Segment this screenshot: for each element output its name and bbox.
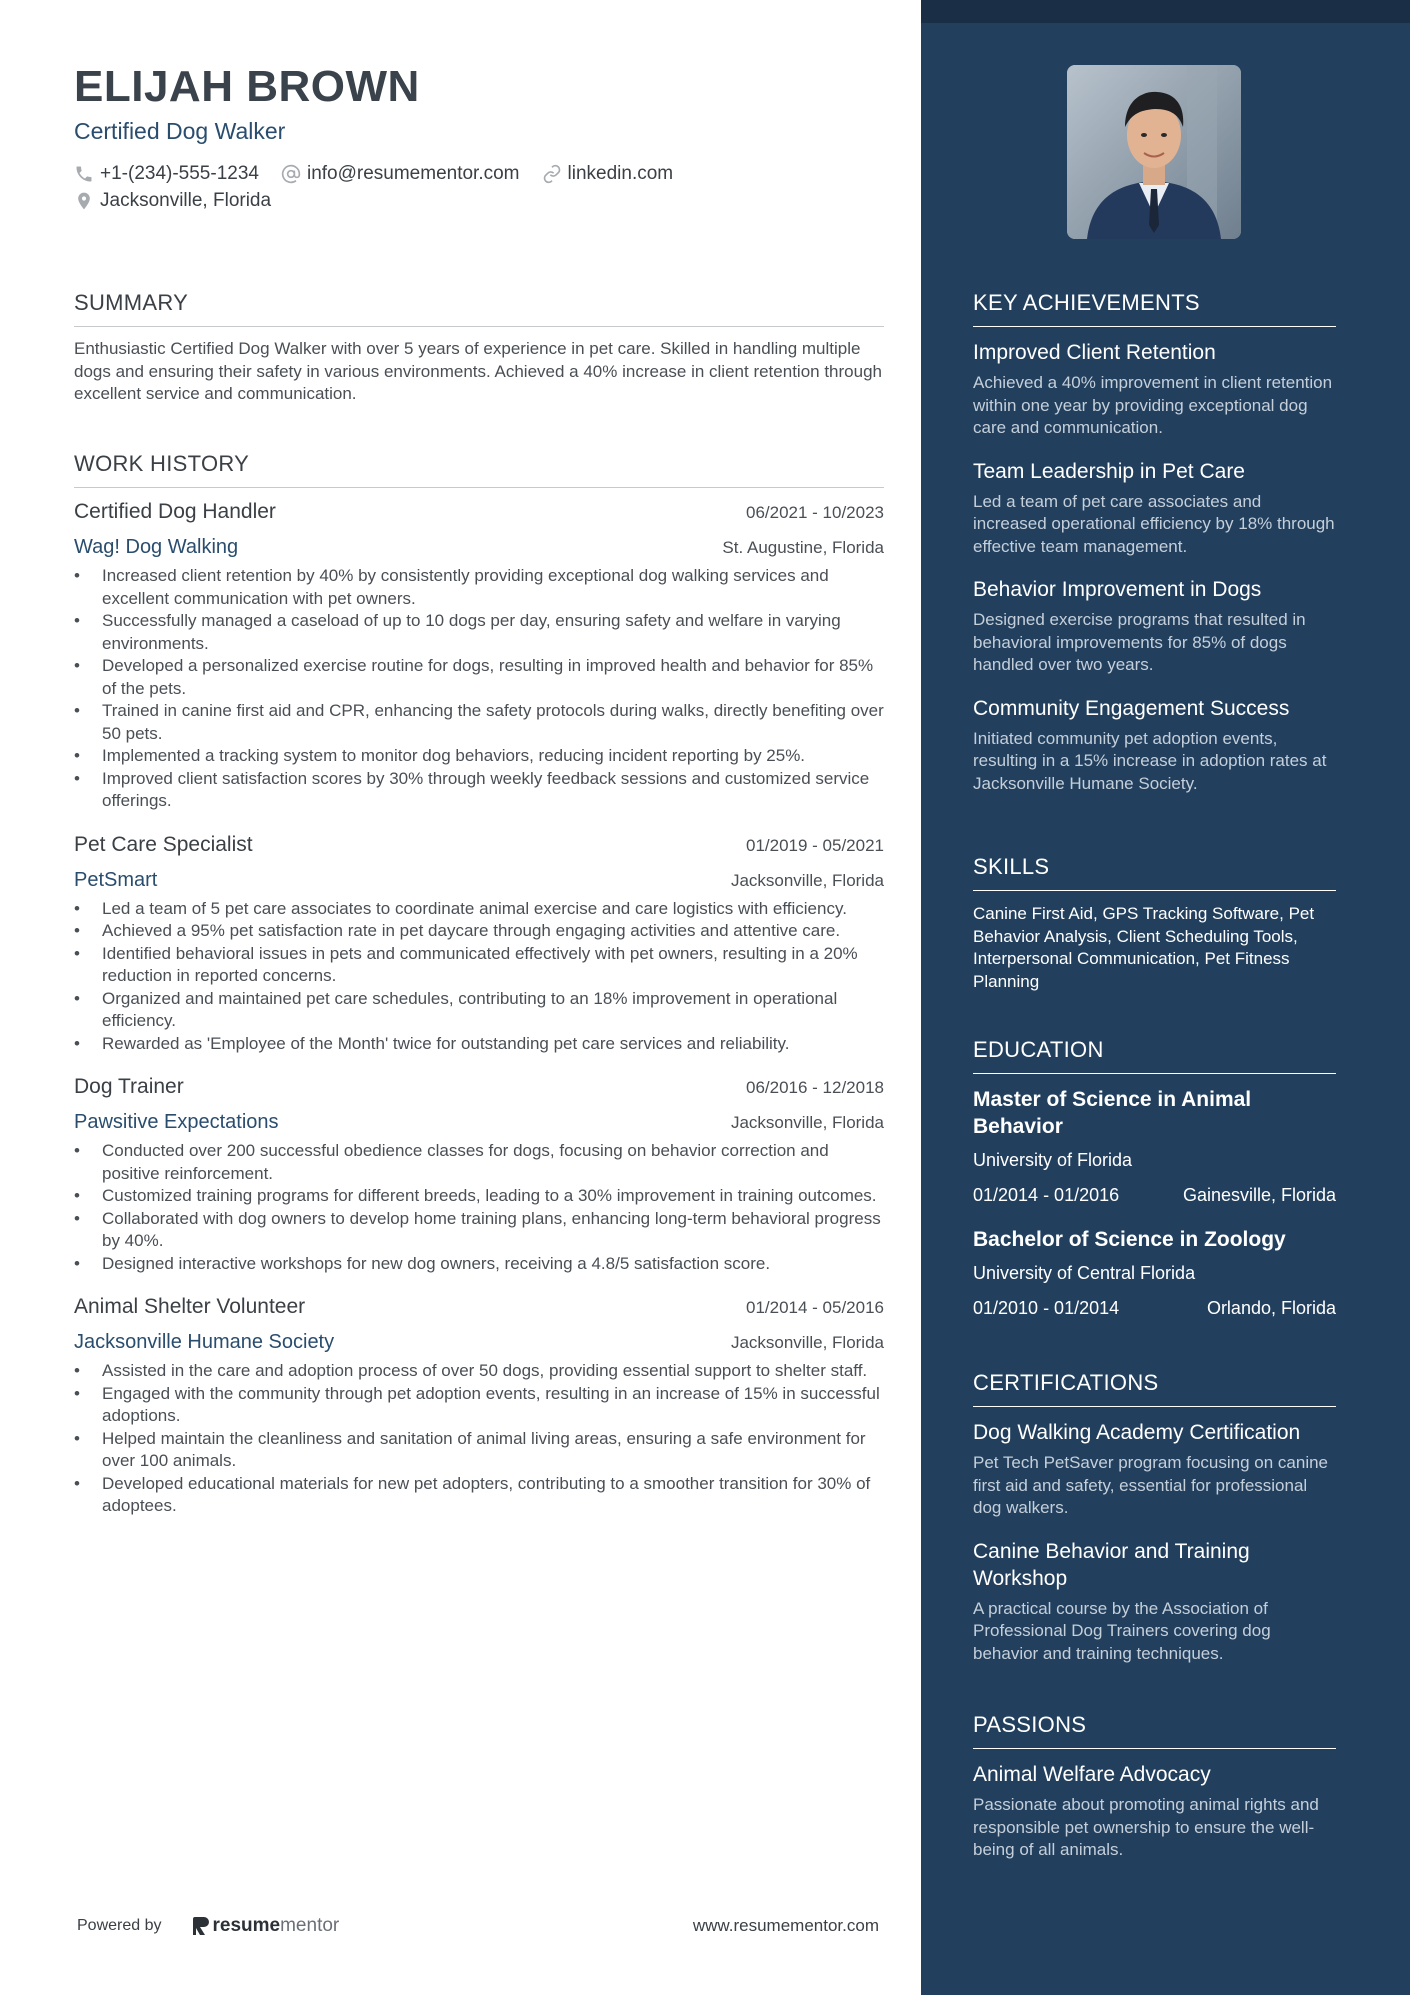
certification-desc: Pet Tech PetSaver program focusing on canine first aid and safety, essential for professional dog walkers. [973,1453,1329,1517]
job-bullet: • Identified behavioral issues in pets and communicated effectively with pet owners, resulting in a 20% reduction in reported concerns. [74,943,884,988]
job-bullet: • Successfully managed a caseload of up to 10 dogs per day, ensuring safety and welfare in varying environments. [74,610,884,655]
job-bullet: • Organized and maintained pet care schedules, contributing to an 18% improvement in operational efficiency. [74,988,884,1033]
email-text: info@resumementor.com [306,162,520,184]
education-location: Gainesville, Florida [1182,1185,1336,1205]
phone-text: +1-(234)-555-1234 [100,162,259,184]
job-entry [74,833,884,1056]
education-meta [973,1185,1336,1206]
job-subheader [74,869,884,892]
achievement-item [973,695,1336,796]
job-subheader [74,1331,884,1354]
job-bullet: • Conducted over 200 successful obedience classes for dogs, focusing on behavior correction and positive reinforcement. [74,1140,884,1185]
skills-section [973,854,1336,993]
contact-email[interactable] [281,163,520,185]
passion-item [973,1761,1336,1862]
job-bullet: • Increased client retention by 40% by consistently providing exceptional dog walking services and excellent communication with pet owners. [74,565,884,610]
brand-logo-icon [192,1916,210,1936]
job-header [74,833,884,857]
job-bullets [74,1360,884,1518]
job-bullet: • Implemented a tracking system to monitor dog behaviors, reducing incident reporting by 25%. [74,745,884,768]
footer [77,1915,879,1937]
passions-section [973,1712,1336,1862]
job-header [74,1295,884,1319]
sidebar [921,0,1410,1995]
certification-item [973,1538,1336,1666]
job-bullet: • Helped maintain the cleanliness and sanitation of animal living areas, ensuring a safe environment for over 100 animals. [74,1428,884,1473]
link-icon [542,164,562,184]
section-title: SKILLS [973,854,1336,891]
achievement-item [973,339,1336,440]
job-dates: 06/2016 - 12/2018 [745,1078,884,1097]
contact-location [74,190,271,212]
achievement-desc: Designed exercise programs that resulted in behavioral improvements for 85% of dogs handled over two years. [973,610,1306,674]
job-bullet: • Developed a personalized exercise routine for dogs, resulting in improved health and behavior for 85% of the pets. [74,655,884,700]
achievement-title: Community Engagement Success [973,696,1290,720]
achievement-item [973,458,1336,559]
achievement-desc: Achieved a 40% improvement in client retention within one year by providing exceptional dog care and communication. [973,373,1333,437]
sidebar-top-bar [921,0,1410,23]
job-entry [74,1295,884,1518]
job-subheader [74,1111,884,1134]
job-company: PetSmart [74,868,158,891]
candidate-name: ELIJAH BROWN [74,62,420,111]
job-title: Animal Shelter Volunteer [74,1295,306,1318]
job-location: Jacksonville, Florida [730,870,884,890]
profile-photo-portrait [1067,65,1241,239]
section-title: WORK HISTORY [74,451,884,488]
achievements-section [973,290,1336,795]
passion-title: Animal Welfare Advocacy [973,1763,1211,1786]
certifications-section [973,1370,1336,1665]
brand-name-light: mentor [280,1915,340,1936]
education-location: Orlando, Florida [1206,1298,1336,1318]
job-bullets [74,1140,884,1275]
education-degree: Bachelor of Science in Zoology [973,1228,1286,1251]
achievement-title: Team Leadership in Pet Care [973,459,1245,483]
contact-block [74,160,884,214]
at-sign-icon [281,164,301,184]
job-bullet: • Designed interactive workshops for new dog owners, receiving a 4.8/5 satisfaction score. [74,1253,884,1276]
contact-row [74,187,884,214]
work-history-section [74,451,884,1518]
powered-by-label: Powered by [77,1917,162,1934]
job-location: St. Augustine, Florida [722,538,884,557]
summary-section [74,290,884,406]
certification-title: Dog Walking Academy Certification [973,1421,1301,1444]
job-title: Certified Dog Handler [74,500,276,523]
job-dates: 01/2014 - 05/2016 [745,1298,884,1317]
education-school: University of Florida [973,1150,1133,1170]
achievement-title: Behavior Improvement in Dogs [973,578,1262,601]
job-location: Jacksonville, Florida [730,1113,884,1132]
education-meta [973,1298,1336,1319]
job-bullet: • Achieved a 95% pet satisfaction rate in pet daycare through engaging activities and attentive care. [74,920,884,943]
education-degree: Master of Science in Animal Behavior [973,1088,1252,1138]
job-entry [74,1075,884,1275]
section-title: KEY ACHIEVEMENTS [973,290,1336,327]
job-title: Pet Care Specialist [74,832,253,856]
linkedin-text: linkedin.com [567,162,674,184]
job-company: Pawsitive Expectations [74,1111,279,1133]
education-dates: 01/2010 - 01/2014 [973,1298,1120,1318]
job-bullet: • Assisted in the care and adoption process of over 50 dogs, providing essential support to shelter staff. [74,1360,884,1383]
location-text: Jacksonville, Florida [100,189,272,211]
map-pin-icon [74,191,94,211]
job-title: Dog Trainer [74,1075,184,1098]
job-subheader [74,536,884,559]
job-company: Wag! Dog Walking [74,536,239,558]
section-title: PASSIONS [973,1712,1336,1749]
job-bullet: • Improved client satisfaction scores by 30% through weekly feedback sessions and customized service offerings. [74,768,884,813]
achievement-item [973,576,1336,677]
job-location: Jacksonville, Florida [730,1333,884,1352]
job-bullets [74,898,884,1056]
job-dates: 01/2019 - 05/2021 [745,835,884,855]
certification-title: Canine Behavior and Training Workshop [973,1539,1250,1590]
job-bullet: • Engaged with the community through pet adoption events, resulting in an increase of 15% in successful adoptions. [74,1383,884,1428]
summary-text: Enthusiastic Certified Dog Walker with over 5 years of experience in pet care. Skilled in handling multiple dogs and ensuring their safety in various environments. Achieved a 40% increase in client retention through excellent service and communication. [74,339,882,403]
certification-item [973,1419,1336,1520]
phone-icon [74,164,94,184]
candidate-role: Certified Dog Walker [74,118,286,144]
passion-desc: Passionate about promoting animal rights and responsible pet ownership to ensure the well-being of all animals. [973,1795,1319,1859]
skills-text: Canine First Aid, GPS Tracking Software, Pet Behavior Analysis, Client Scheduling Tools, Interpersonal Communication, Pet Fitness Planning [973,904,1315,991]
certification-desc: A practical course by the Association of Professional Dog Trainers covering dog behavior and training techniques. [973,1598,1271,1663]
education-item [973,1226,1336,1319]
achievement-title: Improved Client Retention [973,341,1216,364]
contact-phone[interactable] [74,163,259,185]
brand-logo[interactable] [192,1915,340,1937]
job-dates: 06/2021 - 10/2023 [745,503,884,522]
education-section [973,1037,1336,1319]
footer-website[interactable]: www.resumementor.com [692,1916,879,1935]
powered-by [77,1915,339,1937]
contact-linkedin[interactable] [542,163,674,185]
education-item [973,1086,1336,1206]
job-header [74,1075,884,1099]
job-company: Jacksonville Humane Society [74,1331,335,1353]
achievement-desc: Led a team of pet care associates and increased operational efficiency by 18% through effective team management. [973,491,1335,556]
section-title: EDUCATION [973,1037,1336,1074]
section-title: CERTIFICATIONS [973,1370,1336,1407]
job-entry [74,500,884,813]
job-bullet: • Collaborated with dog owners to develop home training plans, enhancing long-term behavioral progress by 40%. [74,1208,884,1253]
job-bullet: • Led a team of 5 pet care associates to coordinate animal exercise and care logistics with efficiency. [74,898,884,921]
job-bullet: • Rewarded as 'Employee of the Month' twice for outstanding pet care services and reliability. [74,1033,884,1056]
education-dates: 01/2014 - 01/2016 [973,1185,1120,1205]
job-bullet: • Trained in canine first aid and CPR, enhancing the safety protocols during walks, directly benefiting over 50 pets. [74,700,884,745]
job-bullets [74,565,884,813]
job-bullet: • Customized training programs for different breeds, leading to a 30% improvement in training outcomes. [74,1185,884,1208]
profile-photo [1067,65,1241,239]
achievement-desc: Initiated community pet adoption events, resulting in a 15% increase in adoption rates at Jacksonville Humane Society. [973,728,1327,793]
job-bullet: • Developed educational materials for new pet adopters, contributing to a smoother transition for 30% of adoptees. [74,1473,884,1518]
brand-name-bold: resume [212,1915,281,1936]
contact-row [74,160,884,187]
job-header [74,500,884,524]
section-title: SUMMARY [74,290,884,327]
education-school: University of Central Florida [973,1263,1196,1283]
